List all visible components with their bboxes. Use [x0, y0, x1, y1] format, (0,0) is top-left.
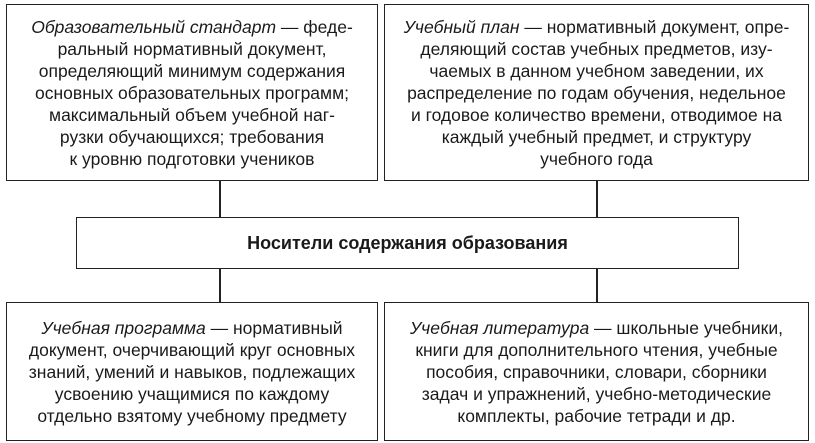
literature-text: Учебная литература — школьные учебники, книги для дополнительного чтения, учебные пособия, справочники, словари, сборники задач и упражнений, учебно-методические комплекты, рабочие тетради и др.: [410, 317, 783, 426]
connector-program: [219, 269, 221, 302]
program-box: [6, 302, 378, 441]
connector-standard: [219, 181, 221, 217]
literature-term: Учебная литература: [410, 317, 590, 338]
plan-term: Учебный план: [403, 16, 520, 37]
program-term: Учебная программа: [41, 317, 206, 338]
literature-box: [384, 302, 809, 441]
plan-text: Учебный план — нормативный документ, опре- деляющий состав учебных предметов, изу- чаемых в данном учебном заведении, их распределение по годам обучения, недельное и годовое количество времени, отводимое на каждый учебный предмет, и структуру учебного года: [403, 16, 790, 169]
standard-box: [6, 4, 378, 181]
plan-box: [384, 4, 809, 181]
standard-text: Образовательный стандарт — феде- ральный нормативный документ, определяющий минимум содержания основных образовательных программ; максимальный объем учебной наг- рузки обучающихся; требования к уровню подготовки учеников: [31, 16, 353, 169]
connector-literature: [596, 269, 598, 302]
program-text: Учебная программа — нормативный документ, очерчивающий круг основных знаний, умений и навыков, подлежащих усвоению учащимися по каждому отдельно взятому учебному предмету: [28, 317, 356, 426]
center-title: Носители содержания образования: [247, 233, 568, 253]
standard-term: Образовательный стандарт: [31, 16, 277, 37]
center-box: [76, 217, 739, 269]
connector-plan: [596, 181, 598, 217]
